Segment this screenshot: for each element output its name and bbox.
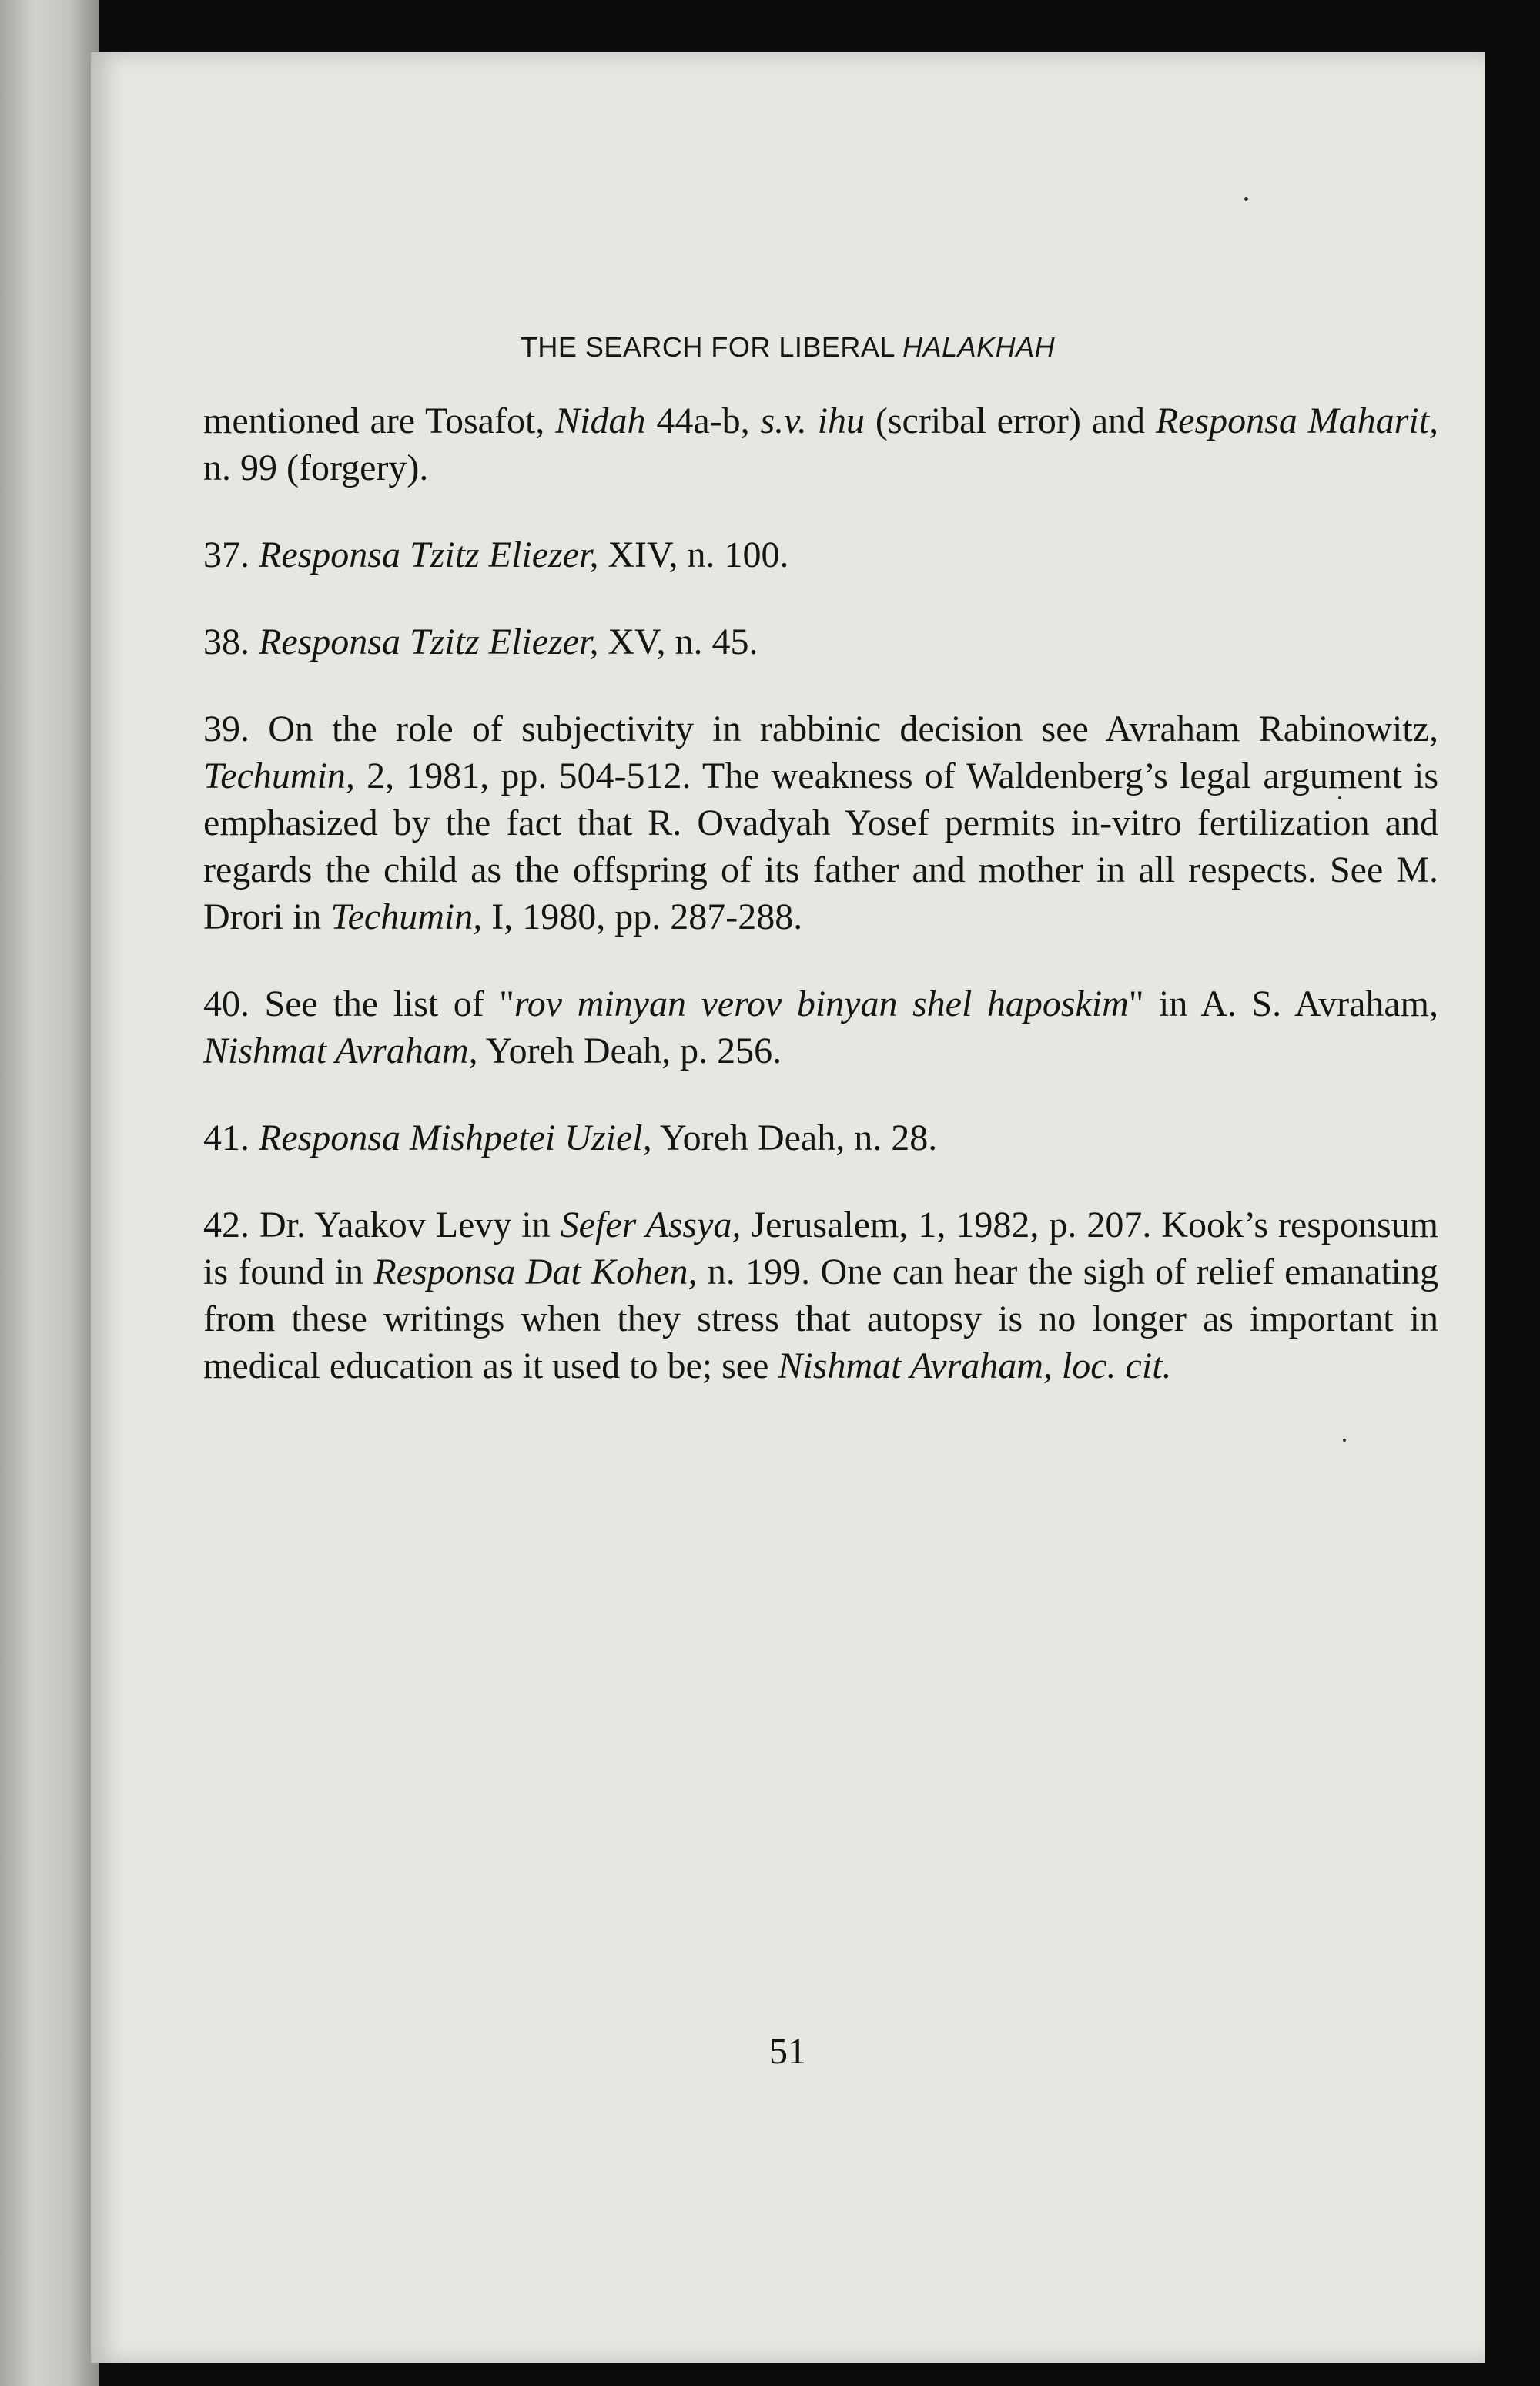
note-number: 41. (203, 1118, 259, 1158)
note-number: 38. (203, 622, 259, 662)
paper-speck (1338, 796, 1341, 799)
note-40: 40. See the list of "rov minyan verov binyan shel haposkim" in A. S. Avraham, Nishmat Avraham, Yoreh Deah, p. 256. (203, 984, 1439, 1071)
note-number: 37. (203, 535, 259, 575)
page-number: 51 (769, 2031, 806, 2072)
book-page (91, 52, 1485, 2363)
note-41: 41. Responsa Mishpetei Uziel, Yoreh Deah, n. 28. (203, 1118, 938, 1158)
note-38: 38. Responsa Tzitz Eliezer, XV, n. 45. (203, 622, 758, 662)
note-number: 40. (203, 984, 265, 1024)
running-title-italic: HALAKHAH (902, 331, 1056, 363)
paper-speck (1343, 1439, 1346, 1442)
note-39: 39. On the role of subjectivity in rabbinic decision see Avraham Rabinowitz, Techumin, 2, 1981, pp. 504-512. The weakness of Waldenberg’s legal argument is emphasized by the fact that R. Ovadyah Yosef permits in-vitro fertilization and regards the child as the offspring of its father and mother in all respects. See M. Drori in Techumin, I, 1980, pp. 287-288. (203, 709, 1438, 937)
note-number: 42. (203, 1205, 259, 1245)
paper-speck (1244, 197, 1248, 201)
running-header (91, 331, 1485, 364)
book-spine-edge (0, 0, 99, 2386)
note-36-continuation: mentioned are Tosafot, Nidah 44a-b, s.v. ihu (scribal error) and Responsa Maharit, n. 99 (forgery). (203, 400, 1438, 488)
endnotes-body (203, 397, 1438, 1429)
note-number: 39. (203, 709, 269, 749)
note-42: 42. Dr. Yaakov Levy in Sefer Assya, Jerusalem, 1, 1982, p. 207. Kook’s responsum is found in Responsa Dat Kohen, n. 199. One can hear the sigh of relief emanating from these writings when they stress that autopsy is no longer as important in medical education as it used to be; see Nishmat Avraham, loc. cit. (203, 1205, 1439, 1386)
note-37: 37. Responsa Tzitz Eliezer, XIV, n. 100. (203, 535, 789, 575)
running-title: THE SEARCH FOR LIBERAL (520, 331, 903, 363)
